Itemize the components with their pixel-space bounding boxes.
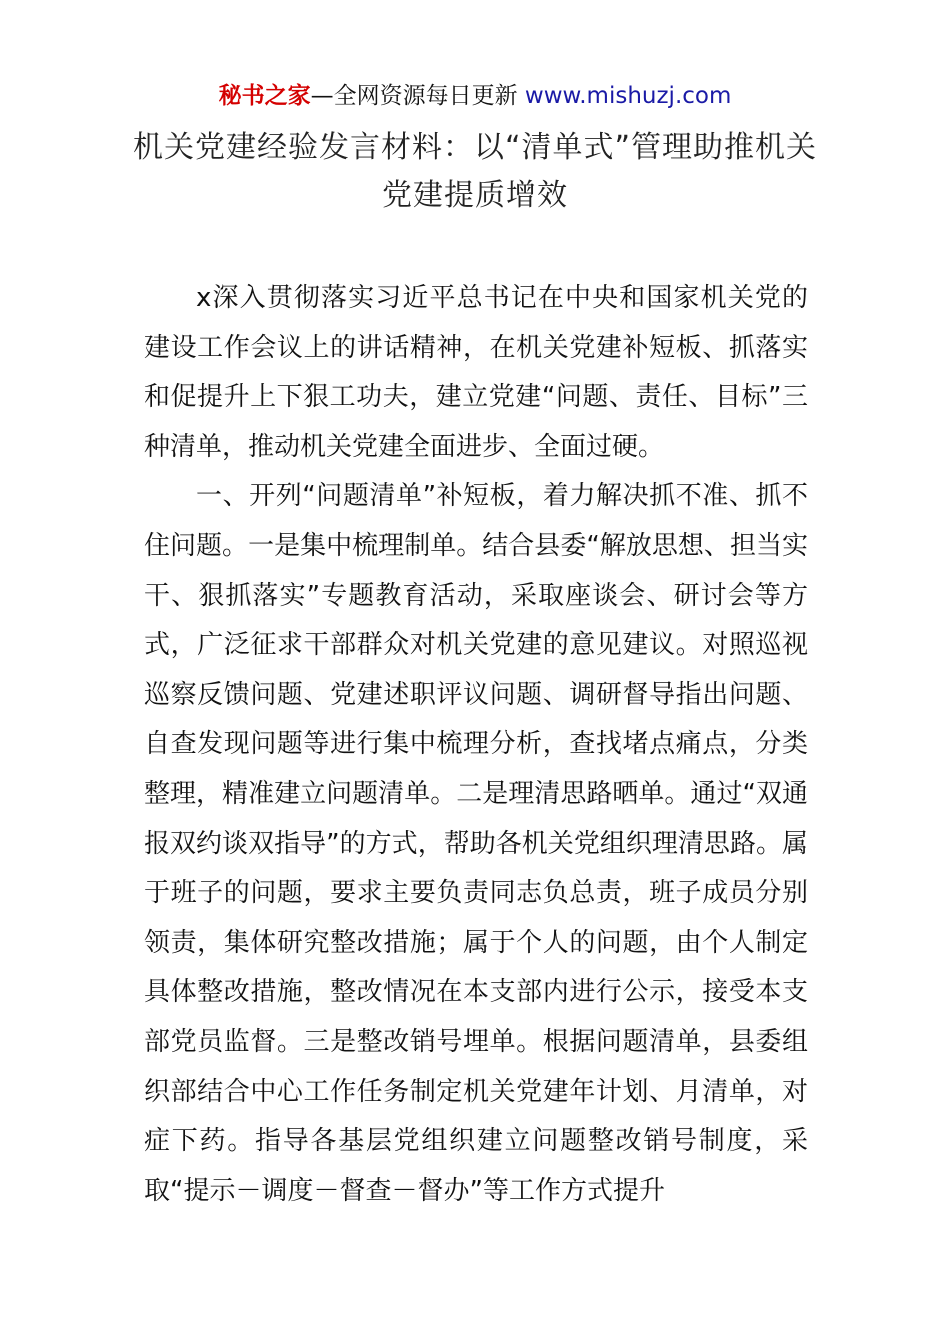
site-tagline: —全网资源每日更新 bbox=[310, 83, 518, 109]
site-brand: 秘书之家 bbox=[218, 83, 311, 109]
body-paragraph: 一、开列“问题清单”补短板，着力解决抓不准、抓不住问题。一是集中梳理制单。结合县委“解放思想、担当实干、狠抓落实”专题教育活动，采取座谈会、研讨会等方式，广泛征求干部群众对机关党建的意见建议。对照巡视巡察反馈问题、党建述职评议问题、调研督导指出问题、自查发现问题等进行集中梳理分析，查找堵点痛点，分类整理，精准建立问题清单。二是理清思路晒单。通过“双通报双约谈双指导”的方式，帮助各机关党组织理清思路。属于班子的问题，要求主要负责同志负总责，班子成员分别领责，集体研究整改措施；属于个人的问题，由个人制定具体整改措施，整改情况在本支部内进行公示，接受本支部党员监督。三是整改销号埋单。根据问题清单，县委组织部结合中心工作任务制定机关党建年计划、月清单，对症下药。指导各基层党组织建立问题整改销号制度，采取“提示－调度－督查－督办”等工作方式提升 bbox=[144, 481, 808, 1206]
document-body bbox=[144, 274, 808, 1216]
site-header bbox=[0, 80, 950, 112]
site-url-link[interactable]: www.mishuzj.com bbox=[524, 83, 732, 109]
document-title: 机关党建经验发言材料：以“清单式”管理助推机关党建提质增效 bbox=[132, 130, 818, 213]
body-paragraph: x深入贯彻落实习近平总书记在中央和国家机关党的建设工作会议上的讲话精神，在机关党建补短板、抓落实和促提升上下狠工功夫，建立党建“问题、责任、目标”三种清单，推动机关党建全面进步、全面过硬。 bbox=[144, 283, 808, 462]
